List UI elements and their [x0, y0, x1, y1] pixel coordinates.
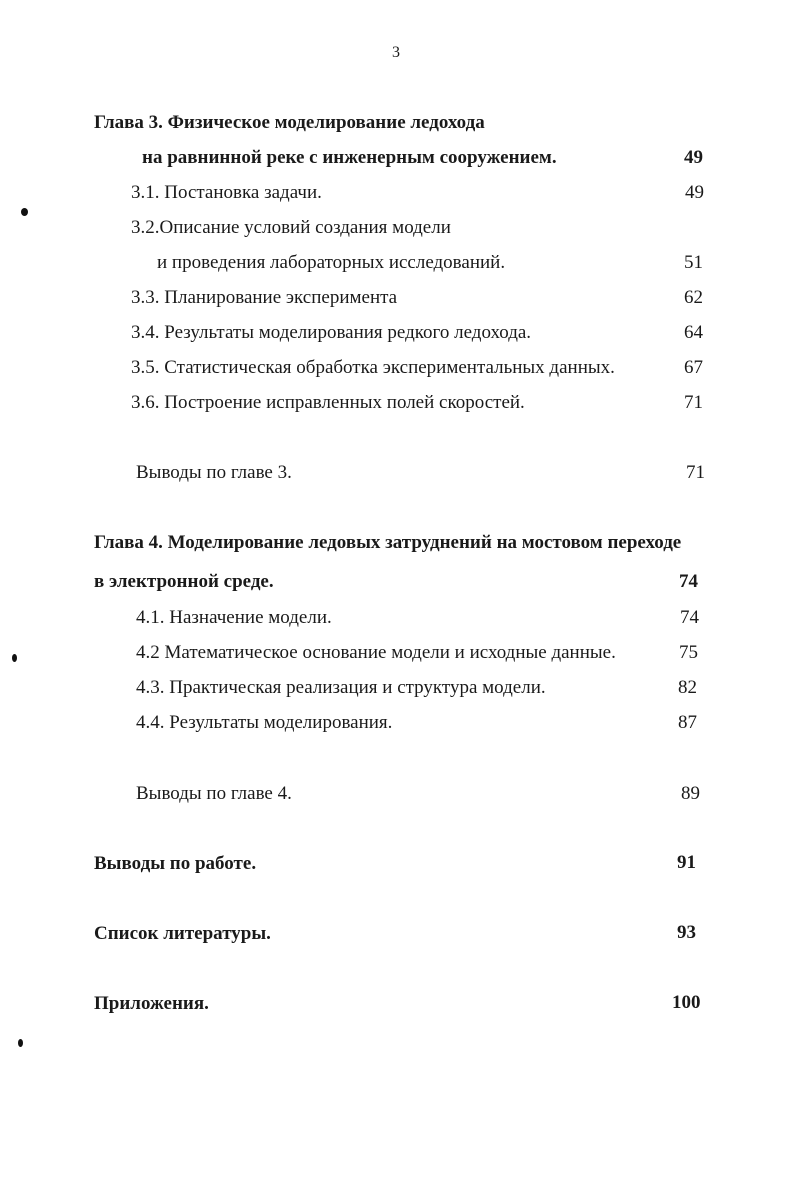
chapter3-title-line1: Глава 3. Физическое моделирование ледохода — [94, 112, 485, 133]
references-page: 93 — [677, 922, 696, 943]
chapter4-conclusions: Выводы по главе 4. — [136, 783, 292, 804]
chapter4-title-line1: Глава 4. Моделирование ледовых затруднений на мостовом переходе — [94, 532, 682, 553]
toc-page-4-3: 82 — [678, 677, 697, 698]
chapter3-title-line2: на равнинной реке с инженерным сооружением. — [142, 147, 557, 168]
references: Список литературы. — [94, 923, 271, 944]
toc-item-3-2-line1: 3.2.Описание условий создания модели — [131, 217, 451, 238]
toc-page-3-2: 51 — [684, 252, 703, 273]
toc-item-4-4: 4.4. Результаты моделирования. — [136, 712, 393, 733]
toc-page-3-1: 49 — [685, 182, 704, 203]
chapter4-page: 74 — [679, 571, 698, 592]
toc-page-4-1: 74 — [680, 607, 699, 628]
scan-speck — [21, 208, 28, 216]
toc-item-3-4: 3.4. Результаты моделирования редкого ледохода. — [131, 322, 532, 343]
scan-speck — [12, 654, 17, 662]
toc-page-4-4: 87 — [678, 712, 697, 733]
appendices: Приложения. — [94, 993, 209, 1014]
toc-page-3-4: 64 — [684, 322, 703, 343]
toc-item-3-3: 3.3. Планирование эксперимента — [131, 287, 398, 308]
chapter4-title-line2: в электронной среде. — [94, 571, 274, 592]
appendices-page: 100 — [672, 992, 701, 1013]
toc-item-3-2-line2: и проведения лабораторных исследований. — [157, 252, 506, 273]
page-number: 3 — [392, 44, 400, 61]
toc-item-4-1: 4.1. Назначение модели. — [136, 607, 332, 628]
toc-item-4-3: 4.3. Практическая реализация и структура модели. — [136, 677, 546, 698]
toc-page-3-3: 62 — [684, 287, 703, 308]
toc-item-3-6: 3.6. Построение исправленных полей скоростей. — [131, 392, 525, 413]
chapter3-conclusions: Выводы по главе 3. — [136, 462, 292, 483]
toc-page-4-2: 75 — [679, 642, 698, 663]
toc-page-3-5: 67 — [684, 357, 703, 378]
chapter4-conclusions-page: 89 — [681, 783, 700, 804]
scan-speck — [18, 1039, 23, 1047]
toc-item-4-2: 4.2 Математическое основание модели и исходные данные. — [136, 642, 616, 663]
toc-item-3-5: 3.5. Статистическая обработка экспериментальных данных. — [131, 357, 615, 378]
chapter3-page: 49 — [684, 147, 703, 168]
toc-item-3-1: 3.1. Постановка задачи. — [131, 182, 322, 203]
work-conclusions: Выводы по работе. — [94, 853, 257, 874]
toc-page-3-6: 71 — [684, 392, 703, 413]
work-conclusions-page: 91 — [677, 852, 696, 873]
chapter3-conclusions-page: 71 — [686, 462, 705, 483]
